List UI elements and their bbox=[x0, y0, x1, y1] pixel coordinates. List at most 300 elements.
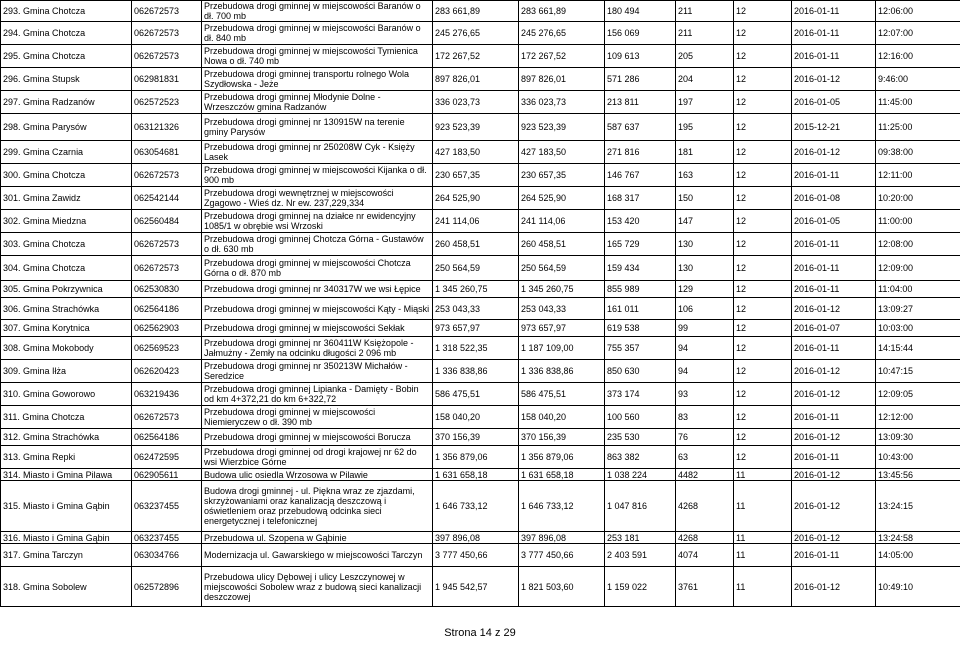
code-cell: 063219436 bbox=[132, 383, 202, 406]
total-cost-cell: 1 356 879,06 bbox=[433, 446, 519, 469]
row-number: 298. bbox=[3, 122, 21, 132]
description-cell: Przebudowa drogi gminnej nr 250208W Cyk - Księży Lasek bbox=[202, 141, 433, 164]
description-cell: Przebudowa drogi gminnej nr 340317W we wsi Łępice bbox=[202, 281, 433, 298]
time-cell: 10:43:00 bbox=[876, 446, 960, 469]
gmina-label: Gmina Chotcza bbox=[23, 239, 86, 249]
eligible-cost-cell: 1 345 260,75 bbox=[519, 281, 605, 298]
points-cell: 205 bbox=[676, 45, 734, 68]
percent-cell: 12 bbox=[734, 281, 792, 298]
grant-amount-cell: 755 357 bbox=[605, 337, 676, 360]
total-cost-cell: 241 114,06 bbox=[433, 210, 519, 233]
points-cell: 76 bbox=[676, 429, 734, 446]
eligible-cost-cell: 158 040,20 bbox=[519, 406, 605, 429]
grant-amount-cell: 587 637 bbox=[605, 114, 676, 141]
eligible-cost-cell: 1 336 838,86 bbox=[519, 360, 605, 383]
row-number: 295. bbox=[3, 51, 21, 61]
eligible-cost-cell: 336 023,73 bbox=[519, 91, 605, 114]
time-cell: 11:25:00 bbox=[876, 114, 960, 141]
gmina-name bbox=[1, 337, 132, 360]
row-number: 316. bbox=[3, 532, 21, 543]
gmina-label: Gmina Korytnica bbox=[23, 323, 90, 333]
points-cell: 63 bbox=[676, 446, 734, 469]
date-cell: 2016-01-12 bbox=[792, 383, 876, 406]
eligible-cost-cell: 283 661,89 bbox=[519, 1, 605, 22]
time-cell: 9:46:00 bbox=[876, 68, 960, 91]
eligible-cost-cell: 253 043,33 bbox=[519, 298, 605, 320]
percent-cell: 12 bbox=[734, 114, 792, 141]
grant-amount-cell: 619 538 bbox=[605, 320, 676, 337]
date-cell: 2016-01-11 bbox=[792, 22, 876, 45]
gmina-label: Gmina Repki bbox=[23, 452, 76, 462]
code-cell: 062542144 bbox=[132, 187, 202, 210]
date-cell: 2016-01-12 bbox=[792, 68, 876, 91]
code-cell: 062981831 bbox=[132, 68, 202, 91]
row-number: 304. bbox=[3, 263, 21, 273]
gmina-name bbox=[1, 360, 132, 383]
date-cell: 2016-01-12 bbox=[792, 567, 876, 607]
code-cell: 063237455 bbox=[132, 481, 202, 532]
percent-cell: 12 bbox=[734, 256, 792, 281]
table-row bbox=[1, 532, 960, 544]
grant-amount-cell: 571 286 bbox=[605, 68, 676, 91]
date-cell: 2016-01-12 bbox=[792, 141, 876, 164]
total-cost-cell: 172 267,52 bbox=[433, 45, 519, 68]
percent-cell: 12 bbox=[734, 164, 792, 187]
eligible-cost-cell: 586 475,51 bbox=[519, 383, 605, 406]
code-cell: 062564186 bbox=[132, 298, 202, 320]
eligible-cost-cell: 264 525,90 bbox=[519, 187, 605, 210]
percent-cell: 11 bbox=[734, 532, 792, 544]
grant-amount-cell: 159 434 bbox=[605, 256, 676, 281]
table-row bbox=[1, 281, 960, 298]
percent-cell: 12 bbox=[734, 320, 792, 337]
eligible-cost-cell: 427 183,50 bbox=[519, 141, 605, 164]
percent-cell: 12 bbox=[734, 360, 792, 383]
gmina-label: Gmina Czarnia bbox=[23, 147, 84, 157]
row-number: 315. bbox=[3, 501, 21, 511]
grant-amount-cell: 235 530 bbox=[605, 429, 676, 446]
points-cell: 4074 bbox=[676, 544, 734, 567]
gmina-label: Gmina Strachówka bbox=[23, 432, 100, 442]
table-row bbox=[1, 481, 960, 532]
table-row bbox=[1, 45, 960, 68]
percent-cell: 11 bbox=[734, 567, 792, 607]
grant-amount-cell: 161 011 bbox=[605, 298, 676, 320]
date-cell: 2016-01-12 bbox=[792, 532, 876, 544]
eligible-cost-cell: 1 187 109,00 bbox=[519, 337, 605, 360]
grant-amount-cell: 1 047 816 bbox=[605, 481, 676, 532]
description-cell: Przebudowa drogi gminnej od drogi krajowej nr 62 do wsi Wierzbice Górne bbox=[202, 446, 433, 469]
total-cost-cell: 1 318 522,35 bbox=[433, 337, 519, 360]
date-cell: 2016-01-07 bbox=[792, 320, 876, 337]
gmina-label: Gmina Chotcza bbox=[23, 6, 86, 16]
total-cost-cell: 397 896,08 bbox=[433, 532, 519, 544]
eligible-cost-cell: 250 564,59 bbox=[519, 256, 605, 281]
row-number: 312. bbox=[3, 432, 21, 442]
gmina-label: Miasto i Gmina Gąbin bbox=[23, 501, 110, 511]
percent-cell: 12 bbox=[734, 91, 792, 114]
grant-amount-cell: 1 038 224 bbox=[605, 469, 676, 481]
row-number: 303. bbox=[3, 239, 21, 249]
grant-amount-cell: 213 811 bbox=[605, 91, 676, 114]
description-cell: Przebudowa drogi gminnej w miejscowości Tymienica Nowa o dł. 740 mb bbox=[202, 45, 433, 68]
total-cost-cell: 973 657,97 bbox=[433, 320, 519, 337]
gmina-label: Gmina Strachówka bbox=[23, 303, 100, 314]
row-number: 294. bbox=[3, 28, 21, 38]
row-number: 318. bbox=[3, 581, 21, 592]
row-number: 314. bbox=[3, 469, 21, 480]
time-cell: 14:05:00 bbox=[876, 544, 960, 567]
date-cell: 2016-01-11 bbox=[792, 164, 876, 187]
eligible-cost-cell: 923 523,39 bbox=[519, 114, 605, 141]
description-cell: Przebudowa drogi gminnej w miejscowości Sekłak bbox=[202, 320, 433, 337]
grant-amount-cell: 156 069 bbox=[605, 22, 676, 45]
time-cell: 13:24:58 bbox=[876, 532, 960, 544]
eligible-cost-cell: 230 657,35 bbox=[519, 164, 605, 187]
description-cell: Budowa ulic osiedla Wrzosowa w Pilawie bbox=[202, 469, 433, 481]
grant-amount-cell: 2 403 591 bbox=[605, 544, 676, 567]
time-cell: 13:24:15 bbox=[876, 481, 960, 532]
total-cost-cell: 260 458,51 bbox=[433, 233, 519, 256]
time-cell: 10:03:00 bbox=[876, 320, 960, 337]
grant-amount-cell: 168 317 bbox=[605, 187, 676, 210]
time-cell: 13:45:56 bbox=[876, 469, 960, 481]
gmina-label: Gmina Chotcza bbox=[23, 51, 86, 61]
row-number: 299. bbox=[3, 147, 21, 157]
table-row bbox=[1, 337, 960, 360]
time-cell: 14:15:44 bbox=[876, 337, 960, 360]
total-cost-cell: 1 646 733,12 bbox=[433, 481, 519, 532]
code-cell: 062564186 bbox=[132, 429, 202, 446]
percent-cell: 12 bbox=[734, 187, 792, 210]
gmina-name bbox=[1, 298, 132, 320]
total-cost-cell: 1 631 658,18 bbox=[433, 469, 519, 481]
code-cell: 062672573 bbox=[132, 406, 202, 429]
total-cost-cell: 1 336 838,86 bbox=[433, 360, 519, 383]
date-cell: 2016-01-11 bbox=[792, 446, 876, 469]
gmina-label: Gmina Pokrzywnica bbox=[23, 284, 103, 294]
table-row bbox=[1, 233, 960, 256]
time-cell: 11:04:00 bbox=[876, 281, 960, 298]
eligible-cost-cell: 897 826,01 bbox=[519, 68, 605, 91]
grant-amount-cell: 271 816 bbox=[605, 141, 676, 164]
percent-cell: 12 bbox=[734, 383, 792, 406]
eligible-cost-cell: 241 114,06 bbox=[519, 210, 605, 233]
points-cell: 130 bbox=[676, 233, 734, 256]
date-cell: 2016-01-11 bbox=[792, 337, 876, 360]
code-cell: 063054681 bbox=[132, 141, 202, 164]
gmina-label: Gmina Chotcza bbox=[22, 412, 85, 422]
date-cell: 2016-01-12 bbox=[792, 429, 876, 446]
gmina-label: Gmina Mokobody bbox=[23, 343, 94, 353]
total-cost-cell: 336 023,73 bbox=[433, 91, 519, 114]
time-cell: 12:07:00 bbox=[876, 22, 960, 45]
description-cell: Przebudowa drogi gminnej nr 350213W Michałów - Seredzice bbox=[202, 360, 433, 383]
percent-cell: 12 bbox=[734, 233, 792, 256]
gmina-label: Gmina Stupsk bbox=[23, 74, 80, 84]
total-cost-cell: 245 276,65 bbox=[433, 22, 519, 45]
total-cost-cell: 897 826,01 bbox=[433, 68, 519, 91]
code-cell: 062560484 bbox=[132, 210, 202, 233]
description-cell: Modernizacja ul. Gawarskiego w miejscowości Tarczyn bbox=[202, 544, 433, 567]
grant-amount-cell: 1 159 022 bbox=[605, 567, 676, 607]
description-cell: Przebudowa drogi gminnej Chotcza Górna - Gustawów o dł. 630 mb bbox=[202, 233, 433, 256]
table-row bbox=[1, 1, 960, 22]
table-row bbox=[1, 91, 960, 114]
time-cell: 12:08:00 bbox=[876, 233, 960, 256]
gmina-name bbox=[1, 164, 132, 187]
date-cell: 2016-01-05 bbox=[792, 210, 876, 233]
percent-cell: 12 bbox=[734, 406, 792, 429]
gmina-label: Gmina Zawidz bbox=[23, 193, 81, 203]
time-cell: 13:09:30 bbox=[876, 429, 960, 446]
row-number: 302. bbox=[3, 216, 21, 226]
points-cell: 4268 bbox=[676, 532, 734, 544]
gmina-name bbox=[1, 233, 132, 256]
gmina-label: Gmina Chotcza bbox=[23, 28, 86, 38]
total-cost-cell: 230 657,35 bbox=[433, 164, 519, 187]
grant-amount-cell: 146 767 bbox=[605, 164, 676, 187]
points-cell: 83 bbox=[676, 406, 734, 429]
page-number: Strona 14 z 29 bbox=[444, 627, 516, 639]
points-cell: 94 bbox=[676, 360, 734, 383]
table-row bbox=[1, 320, 960, 337]
gmina-name bbox=[1, 256, 132, 281]
eligible-cost-cell: 1 356 879,06 bbox=[519, 446, 605, 469]
time-cell: 12:12:00 bbox=[876, 406, 960, 429]
row-number: 311. bbox=[3, 412, 20, 422]
gmina-label: Gmina Tarczyn bbox=[23, 550, 83, 560]
gmina-name bbox=[1, 383, 132, 406]
eligible-cost-cell: 973 657,97 bbox=[519, 320, 605, 337]
gmina-name bbox=[1, 141, 132, 164]
time-cell: 12:16:00 bbox=[876, 45, 960, 68]
gmina-name bbox=[1, 446, 132, 469]
time-cell: 10:47:15 bbox=[876, 360, 960, 383]
gmina-label: Gmina Chotcza bbox=[23, 263, 86, 273]
points-cell: 147 bbox=[676, 210, 734, 233]
gmina-name bbox=[1, 320, 132, 337]
table-row bbox=[1, 210, 960, 233]
date-cell: 2016-01-11 bbox=[792, 544, 876, 567]
points-cell: 211 bbox=[676, 1, 734, 22]
points-cell: 181 bbox=[676, 141, 734, 164]
gmina-name bbox=[1, 406, 132, 429]
description-cell: Przebudowa drogi gminnej w miejscowości Borucza bbox=[202, 429, 433, 446]
points-cell: 195 bbox=[676, 114, 734, 141]
code-cell: 062672573 bbox=[132, 233, 202, 256]
table-row bbox=[1, 383, 960, 406]
grant-amount-cell: 153 420 bbox=[605, 210, 676, 233]
description-cell: Przebudowa drogi gminnej Młodynie Dolne - Wrzeszczów gmina Radzanów bbox=[202, 91, 433, 114]
date-cell: 2016-01-11 bbox=[792, 1, 876, 22]
row-number: 297. bbox=[3, 97, 21, 107]
total-cost-cell: 923 523,39 bbox=[433, 114, 519, 141]
points-cell: 211 bbox=[676, 22, 734, 45]
code-cell: 062569523 bbox=[132, 337, 202, 360]
code-cell: 062672573 bbox=[132, 256, 202, 281]
grant-amount-cell: 100 560 bbox=[605, 406, 676, 429]
gmina-label: Gmina Sobolew bbox=[23, 581, 87, 592]
points-cell: 163 bbox=[676, 164, 734, 187]
points-cell: 4268 bbox=[676, 481, 734, 532]
code-cell: 062672573 bbox=[132, 1, 202, 22]
percent-cell: 11 bbox=[734, 481, 792, 532]
eligible-cost-cell: 3 777 450,66 bbox=[519, 544, 605, 567]
eligible-cost-cell: 1 646 733,12 bbox=[519, 481, 605, 532]
description-cell: Przebudowa drogi gminnej w miejscowości Baranów o dł. 840 mb bbox=[202, 22, 433, 45]
total-cost-cell: 250 564,59 bbox=[433, 256, 519, 281]
table-row bbox=[1, 141, 960, 164]
description-cell: Przebudowa drogi gminnej na działce nr ewidencyjny 1085/1 w obrębie wsi Wrzoski bbox=[202, 210, 433, 233]
gmina-name bbox=[1, 210, 132, 233]
code-cell: 062672573 bbox=[132, 45, 202, 68]
code-cell: 063034766 bbox=[132, 544, 202, 567]
eligible-cost-cell: 172 267,52 bbox=[519, 45, 605, 68]
points-cell: 94 bbox=[676, 337, 734, 360]
table-row bbox=[1, 567, 960, 607]
row-number: 308. bbox=[3, 343, 21, 353]
date-cell: 2016-01-11 bbox=[792, 233, 876, 256]
time-cell: 10:20:00 bbox=[876, 187, 960, 210]
gmina-label: Miasto i Gmina Pilawa bbox=[23, 469, 113, 480]
description-cell: Przebudowa drogi gminnej nr 130915W na terenie gminy Parysów bbox=[202, 114, 433, 141]
code-cell: 062672573 bbox=[132, 22, 202, 45]
total-cost-cell: 586 475,51 bbox=[433, 383, 519, 406]
gmina-name bbox=[1, 429, 132, 446]
description-cell: Przebudowa drogi gminnej transportu rolnego Wola Szydłowska - Jeże bbox=[202, 68, 433, 91]
date-cell: 2015-12-21 bbox=[792, 114, 876, 141]
gmina-name bbox=[1, 114, 132, 141]
row-number: 300. bbox=[3, 170, 21, 180]
table-row bbox=[1, 360, 960, 383]
code-cell: 062472595 bbox=[132, 446, 202, 469]
eligible-cost-cell: 1 821 503,60 bbox=[519, 567, 605, 607]
table-row bbox=[1, 469, 960, 481]
description-cell: Przebudowa drogi gminnej nr 360411W Księżopole - Jałmużny - Zemły na odcinku długości 2 096 mb bbox=[202, 337, 433, 360]
date-cell: 2016-01-12 bbox=[792, 481, 876, 532]
points-cell: 129 bbox=[676, 281, 734, 298]
total-cost-cell: 253 043,33 bbox=[433, 298, 519, 320]
row-number: 296. bbox=[3, 74, 21, 84]
percent-cell: 12 bbox=[734, 1, 792, 22]
time-cell: 12:06:00 bbox=[876, 1, 960, 22]
description-cell: Przebudowa drogi wewnętrznej w miejscowości Zgagowo - Wieś dz. Nr ew. 237,229,334 bbox=[202, 187, 433, 210]
eligible-cost-cell: 370 156,39 bbox=[519, 429, 605, 446]
eligible-cost-cell: 397 896,08 bbox=[519, 532, 605, 544]
time-cell: 10:49:10 bbox=[876, 567, 960, 607]
date-cell: 2016-01-11 bbox=[792, 256, 876, 281]
time-cell: 12:09:00 bbox=[876, 256, 960, 281]
description-cell: Przebudowa drogi gminnej w miejscowości Niemieryczew o dł. 390 mb bbox=[202, 406, 433, 429]
points-cell: 3761 bbox=[676, 567, 734, 607]
date-cell: 2016-01-11 bbox=[792, 45, 876, 68]
percent-cell: 12 bbox=[734, 141, 792, 164]
eligible-cost-cell: 1 631 658,18 bbox=[519, 469, 605, 481]
row-number: 307. bbox=[3, 323, 21, 333]
code-cell: 062620423 bbox=[132, 360, 202, 383]
code-cell: 063121326 bbox=[132, 114, 202, 141]
description-cell: Przebudowa ulicy Dębowej i ulicy Leszczynowej w miejscowości Sobolew wraz z budową sieci kanalizacji deszczowej bbox=[202, 567, 433, 607]
gmina-name bbox=[1, 1, 132, 22]
points-cell: 106 bbox=[676, 298, 734, 320]
eligible-cost-cell: 260 458,51 bbox=[519, 233, 605, 256]
table-row bbox=[1, 22, 960, 45]
percent-cell: 12 bbox=[734, 298, 792, 320]
percent-cell: 11 bbox=[734, 544, 792, 567]
description-cell: Przebudowa drogi gminnej Lipianka - Damięty - Bobin od km 4+372,21 do km 6+322,72 bbox=[202, 383, 433, 406]
gmina-label: Gmina Parysów bbox=[23, 122, 87, 132]
total-cost-cell: 264 525,90 bbox=[433, 187, 519, 210]
gmina-label: Miasto i Gmina Gąbin bbox=[23, 532, 110, 543]
grant-amount-cell: 855 989 bbox=[605, 281, 676, 298]
date-cell: 2016-01-11 bbox=[792, 281, 876, 298]
grant-amount-cell: 373 174 bbox=[605, 383, 676, 406]
grant-amount-cell: 109 613 bbox=[605, 45, 676, 68]
code-cell: 063237455 bbox=[132, 532, 202, 544]
total-cost-cell: 1 345 260,75 bbox=[433, 281, 519, 298]
percent-cell: 12 bbox=[734, 22, 792, 45]
points-cell: 93 bbox=[676, 383, 734, 406]
table-row bbox=[1, 114, 960, 141]
grant-amount-cell: 180 494 bbox=[605, 1, 676, 22]
code-cell: 062572523 bbox=[132, 91, 202, 114]
gmina-name bbox=[1, 469, 132, 481]
points-cell: 4482 bbox=[676, 469, 734, 481]
description-cell: Przebudowa drogi gminnej w miejscowości Kąty - Miąski bbox=[202, 298, 433, 320]
gmina-label: Gmina Radzanów bbox=[23, 97, 95, 107]
gmina-label: Gmina Goworowo bbox=[23, 389, 96, 399]
table-row bbox=[1, 406, 960, 429]
description-cell: Przebudowa ul. Szopena w Gąbinie bbox=[202, 532, 433, 544]
description-cell: Budowa drogi gminnej - ul. Piękna wraz ze zjazdami, skrzyżowaniami oraz kanalizacją deszczową i oświetleniem oraz przebudową odcinka sieci energetycznej i telefonicznej bbox=[202, 481, 433, 532]
date-cell: 2016-01-12 bbox=[792, 298, 876, 320]
gmina-label: Gmina Chotcza bbox=[23, 170, 86, 180]
row-number: 317. bbox=[3, 550, 21, 560]
table-row bbox=[1, 544, 960, 567]
gmina-name bbox=[1, 45, 132, 68]
percent-cell: 12 bbox=[734, 446, 792, 469]
points-cell: 130 bbox=[676, 256, 734, 281]
points-cell: 150 bbox=[676, 187, 734, 210]
description-cell: Przebudowa drogi gminnej w miejscowości Kijanka o dł. 900 mb bbox=[202, 164, 433, 187]
table-row bbox=[1, 298, 960, 320]
description-cell: Przebudowa drogi gminnej w miejscowości Chotcza Górna o dł. 870 mb bbox=[202, 256, 433, 281]
percent-cell: 12 bbox=[734, 429, 792, 446]
gmina-name bbox=[1, 68, 132, 91]
code-cell: 062572896 bbox=[132, 567, 202, 607]
grant-amount-cell: 863 382 bbox=[605, 446, 676, 469]
total-cost-cell: 3 777 450,66 bbox=[433, 544, 519, 567]
table-row bbox=[1, 429, 960, 446]
gmina-label: Gmina Miedzna bbox=[23, 216, 87, 226]
gmina-name bbox=[1, 544, 132, 567]
percent-cell: 12 bbox=[734, 210, 792, 233]
time-cell: 11:00:00 bbox=[876, 210, 960, 233]
table-row bbox=[1, 68, 960, 91]
table-row bbox=[1, 187, 960, 210]
table-row bbox=[1, 164, 960, 187]
code-cell: 062562903 bbox=[132, 320, 202, 337]
date-cell: 2016-01-08 bbox=[792, 187, 876, 210]
date-cell: 2016-01-11 bbox=[792, 406, 876, 429]
gmina-label: Gmina Iłża bbox=[23, 366, 67, 376]
row-number: 309. bbox=[3, 366, 21, 376]
date-cell: 2016-01-12 bbox=[792, 360, 876, 383]
gmina-name bbox=[1, 187, 132, 210]
time-cell: 12:11:00 bbox=[876, 164, 960, 187]
grant-amount-cell: 165 729 bbox=[605, 233, 676, 256]
